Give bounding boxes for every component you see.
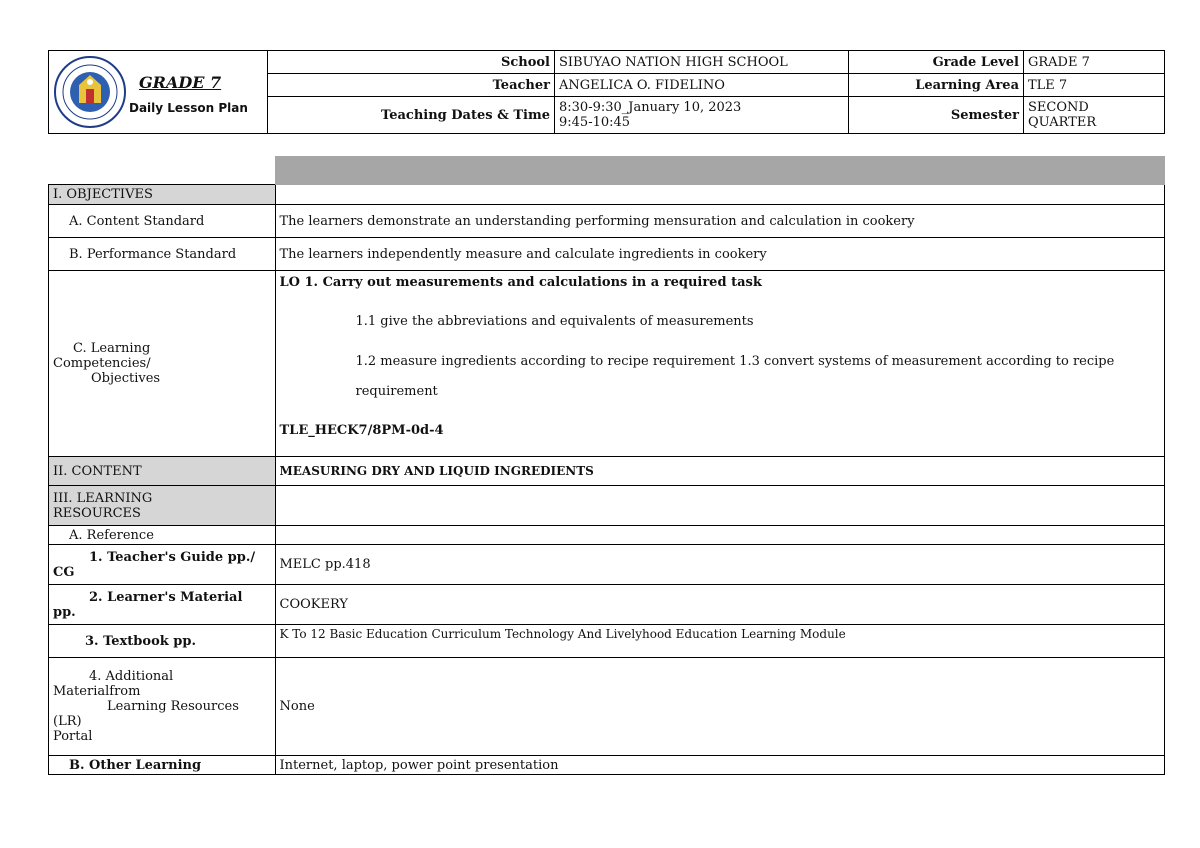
competencies-value	[275, 271, 1165, 457]
reference-blank	[275, 526, 1165, 545]
teachers-guide-label-line-2: CG	[53, 564, 75, 580]
deped-seal-icon	[53, 55, 127, 129]
performance-standard-value: The learners independently measure and calculate ingredients in cookery	[275, 238, 1165, 271]
semester-label: Semester	[849, 97, 1024, 134]
additional-materials-label	[49, 658, 276, 756]
additional-materials-value: None	[275, 658, 1165, 756]
blank-corner	[49, 157, 276, 185]
competency-item-1: 1.1 give the abbreviations and equivalents of measurements	[355, 314, 754, 329]
performance-standard-label: B. Performance Standard	[49, 238, 276, 271]
additional-materials-line-2: Materialfrom	[53, 684, 141, 699]
reference-label: A. Reference	[49, 526, 276, 545]
resources-heading	[49, 486, 276, 526]
competency-item-2: 1.2 measure ingredients according to recipe requirement 1.3 convert systems of measurement according to recipe	[355, 354, 1115, 369]
competencies-label-line-1: C. Learning	[73, 341, 151, 356]
objectives-heading-blank	[275, 185, 1165, 205]
school-label: School	[268, 51, 555, 74]
other-learning-label: B. Other Learning	[49, 756, 276, 775]
resources-heading-line-1: III. LEARNING	[53, 490, 153, 506]
learners-material-value: COOKERY	[275, 585, 1165, 625]
content-value: MEASURING DRY AND LIQUID INGREDIENTS	[275, 457, 1165, 486]
header-logo-cell	[49, 51, 268, 134]
content-standard-label: A. Content Standard	[49, 205, 276, 238]
lesson-plan-table	[48, 156, 1165, 775]
content-heading: II. CONTENT	[49, 457, 276, 486]
semester-line-1: SECOND	[1028, 100, 1089, 115]
resources-heading-line-2: RESOURCES	[53, 505, 141, 521]
grade-level-value: GRADE 7	[1024, 51, 1165, 74]
gray-header-bar	[275, 157, 1165, 185]
teachers-guide-label	[49, 545, 276, 585]
competencies-label-line-3: Objectives	[91, 371, 161, 386]
additional-materials-line-5: Portal	[53, 729, 93, 744]
resources-heading-blank	[275, 486, 1165, 526]
learners-material-label-line-2: pp.	[53, 604, 76, 620]
dates-line-1: 8:30-9:30_January 10, 2023	[559, 100, 742, 115]
other-learning-value: Internet, laptop, power point presentation	[275, 756, 1165, 775]
teacher-label: Teacher	[268, 74, 555, 97]
dates-line-2: 9:45-10:45	[559, 115, 631, 130]
header-table	[48, 50, 1165, 134]
content-standard-value: The learners demonstrate an understanding performing mensuration and calculation in cookery	[275, 205, 1165, 238]
competency-item-2-cont: requirement	[355, 384, 438, 399]
objectives-heading: I. OBJECTIVES	[49, 185, 276, 205]
dates-value	[555, 97, 849, 134]
teachers-guide-label-line-1: 1. Teacher's Guide pp./	[89, 549, 256, 565]
semester-line-2: QUARTER	[1028, 115, 1097, 130]
dates-label: Teaching Dates & Time	[268, 97, 555, 134]
learners-material-label-line-1: 2. Learner's Material	[89, 589, 243, 605]
learners-material-label	[49, 585, 276, 625]
school-value: SIBUYAO NATION HIGH SCHOOL	[555, 51, 849, 74]
additional-materials-line-1: 4. Additional	[89, 669, 174, 684]
competencies-label-line-2: Competencies/	[53, 356, 151, 371]
doc-type-label: Daily Lesson Plan	[129, 101, 248, 115]
learning-area-label: Learning Area	[849, 74, 1024, 97]
additional-materials-line-4: (LR)	[53, 714, 82, 729]
textbook-label: 3. Textbook pp.	[49, 625, 276, 658]
textbook-value: K To 12 Basic Education Curriculum Technology And Livelyhood Education Learning Module	[275, 625, 1165, 658]
semester-value	[1024, 97, 1165, 134]
competencies-label	[49, 271, 276, 457]
teachers-guide-value: MELC pp.418	[275, 545, 1165, 585]
learning-area-value: TLE 7	[1024, 74, 1165, 97]
additional-materials-line-3: Learning Resources	[107, 699, 239, 714]
lo-title: LO 1. Carry out measurements and calculations in a required task	[279, 275, 762, 290]
teacher-value: ANGELICA O. FIDELINO	[555, 74, 849, 97]
grade-level-label: Grade Level	[849, 51, 1024, 74]
competency-code: TLE_HECK7/8PM-0d-4	[279, 423, 444, 438]
grade-title: GRADE 7	[139, 73, 222, 92]
